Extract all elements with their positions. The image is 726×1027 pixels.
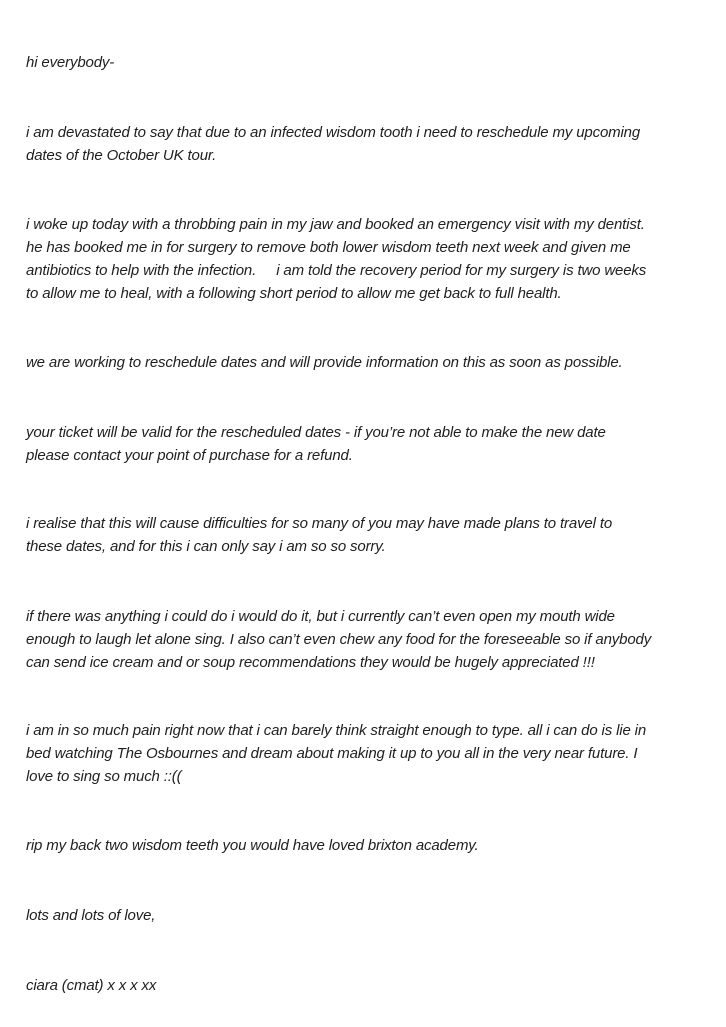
paragraph-line: if there was anything i could do i would do it, but i currently can’t even open my mouth wide [26, 608, 615, 625]
paragraph-line: i am devastated to say that due to an infected wisdom tooth i need to reschedule my upcoming [26, 124, 641, 141]
paragraph-line: these dates, and for this i can only say i am so so sorry. [26, 538, 386, 555]
greeting [26, 51, 721, 74]
paragraph-line: dates of the October UK tour. [26, 147, 217, 164]
paragraph-rip [26, 834, 721, 857]
paragraph-line: please contact your point of purchase for a refund. [26, 447, 353, 464]
paragraph-line: bed watching The Osbournes and dream about making it up to you all in the very near future. I [26, 745, 638, 762]
paragraph-dentist [26, 213, 721, 305]
paragraph-line: can send ice cream and or soup recommendations they would be hugely appreciated !!! [26, 654, 595, 671]
paragraph-line: i woke up today with a throbbing pain in my jaw and booked an emergency visit with my dentist. [26, 216, 645, 233]
paragraph-line: we are working to reschedule dates and will provide information on this as soon as possible. [26, 354, 623, 371]
paragraph-apology [26, 512, 721, 558]
closing [26, 904, 721, 927]
paragraph-tickets [26, 421, 721, 467]
paragraph-line: i am in so much pain right now that i can barely think straight enough to type. all i can do is lie in [26, 722, 647, 739]
paragraph-line: rip my back two wisdom teeth you would have loved brixton academy. [26, 837, 479, 854]
paragraph-working [26, 351, 721, 374]
paragraph-line: antibiotics to help with the infection. i am told the recovery period for my surgery is two weeks [26, 262, 647, 279]
paragraph-line: he has booked me in for surgery to remove both lower wisdom teeth next week and given me [26, 239, 631, 256]
paragraph-reschedule [26, 121, 721, 167]
paragraph-food [26, 605, 721, 674]
closing-line: lots and lots of love, [26, 907, 156, 924]
paragraph-line: love to sing so much ::(( [26, 768, 182, 785]
paragraph-line: enough to laugh let alone sing. I also can’t even chew any food for the foreseeable so if anybody [26, 631, 652, 648]
paragraph-line: your ticket will be valid for the rescheduled dates - if you’re not able to make the new date [26, 424, 606, 441]
signature [26, 974, 721, 997]
paragraph-line: i realise that this will cause difficulties for so many of you may have made plans to travel to [26, 515, 613, 532]
signature-line: ciara (cmat) x x x xx [26, 977, 157, 994]
greeting-line: hi everybody- [26, 54, 115, 71]
paragraph-line: to allow me to heal, with a following short period to allow me get back to full health. [26, 285, 562, 302]
paragraph-pain [26, 719, 721, 788]
